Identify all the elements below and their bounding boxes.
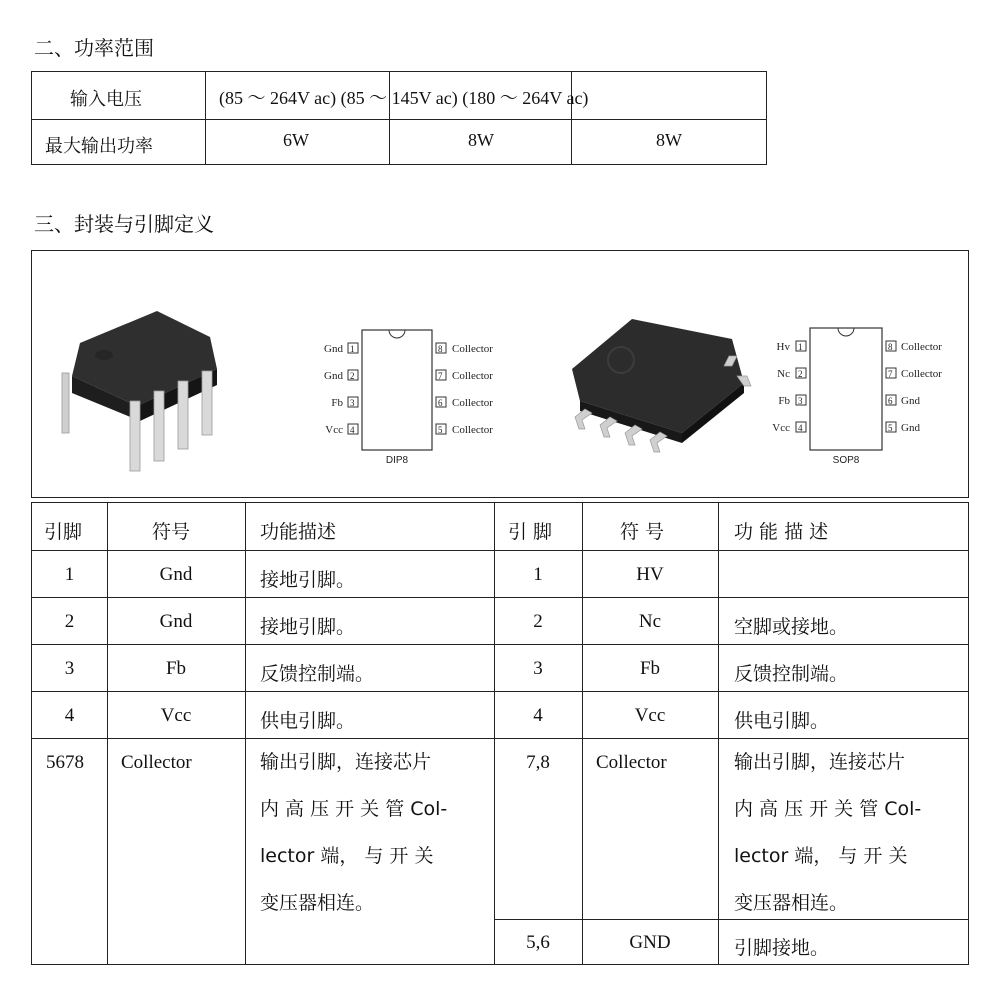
- sop8-pin-1-label: Hv: [776, 341, 790, 353]
- max-output-power-label: 最大输出功率: [45, 136, 153, 157]
- right-collector-pin: 7,8: [526, 752, 550, 773]
- left-row-4-pin: 4: [64, 705, 75, 726]
- sop8-pin-5-label: Gnd: [901, 422, 920, 434]
- dip8-package-name: DIP8: [385, 455, 409, 466]
- left-row-1-symbol: Gnd: [159, 564, 193, 585]
- dip8-pin-7-label: Collector: [452, 370, 493, 382]
- sop8-pinout: [772, 328, 942, 466]
- left-row-1-pin: 1: [64, 564, 75, 585]
- dip8-pin-7-num: 7: [438, 371, 443, 381]
- dip8-pin-4-label: Vcc: [325, 424, 343, 436]
- right-row-4-symbol: Vcc: [634, 705, 666, 726]
- power-range-table: [31, 71, 767, 165]
- sop8-chip-image: [572, 319, 751, 452]
- left-row-1-desc: 接地引脚。: [260, 569, 356, 591]
- sop8-pin-2-label: Nc: [777, 368, 790, 380]
- right-row-4-pin: 4: [533, 705, 543, 726]
- right-row-4-desc: 供电引脚。: [734, 710, 830, 732]
- dip8-pin-8-num: 8: [438, 344, 443, 354]
- right-row-2-desc: 空脚或接地。: [734, 616, 849, 638]
- right-collector-desc-line-2: 内 高 压 开 关 管 Col-: [734, 798, 922, 820]
- header-pin-right: 引 脚: [508, 521, 553, 543]
- dip8-pin-2-num: 2: [350, 371, 355, 381]
- power-value-85-264: 6W: [283, 130, 309, 150]
- sop8-pin-2-num: 2: [798, 369, 803, 379]
- header-function-right: 功 能 描 述: [734, 521, 829, 543]
- pin-definition-table: [31, 502, 969, 965]
- right-row-3-pin: 3: [533, 658, 543, 679]
- dip8-pin-4-num: 4: [350, 425, 355, 435]
- left-row-2-symbol: Gnd: [159, 611, 193, 632]
- header-symbol-right: 符 号: [620, 521, 665, 543]
- header-function-left: 功能描述: [260, 521, 337, 543]
- left-collector-pin: 5678: [46, 752, 84, 773]
- left-row-3-desc: 反馈控制端。: [260, 663, 375, 685]
- right-gnd-symbol: GND: [629, 932, 671, 953]
- dip8-pin-8-label: Collector: [452, 343, 493, 355]
- power-value-85-145: 8W: [468, 130, 494, 150]
- left-row-4-desc: 供电引脚。: [260, 710, 356, 732]
- sop8-pin-6-label: Gnd: [901, 395, 920, 407]
- input-voltage-label: 输入电压: [70, 89, 142, 110]
- sop8-pin-5-num: 5: [888, 423, 893, 433]
- package-pin-heading: 三、封装与引脚定义: [34, 212, 214, 236]
- right-collector-desc-line-3: lector 端， 与 开 关: [734, 845, 908, 867]
- dip8-chip-image: [62, 311, 217, 471]
- sop8-pin-8-label: Collector: [901, 341, 942, 353]
- header-symbol-left: 符号: [152, 521, 191, 543]
- sop8-pin-3-label: Fb: [778, 395, 790, 407]
- right-row-3-symbol: Fb: [639, 658, 661, 679]
- right-collector-desc-line-1: 输出引脚，连接芯片: [734, 751, 906, 773]
- left-collector-symbol: Collector: [121, 752, 192, 773]
- sop8-pin-1-num: 1: [798, 342, 803, 352]
- left-collector-desc-line-2: 内 高 压 开 关 管 Col-: [260, 798, 448, 820]
- dip8-pin-1-num: 1: [350, 344, 355, 354]
- left-row-3-pin: 3: [64, 658, 75, 679]
- right-row-1-pin: 1: [533, 564, 543, 585]
- left-collector-desc-line-3: lector 端， 与 开 关: [260, 845, 434, 867]
- package-diagram-box: [31, 250, 969, 498]
- left-row-2-desc: 接地引脚。: [260, 616, 356, 638]
- dip8-pin-6-num: 6: [438, 398, 443, 408]
- power-range-heading: 二、功率范围: [34, 36, 154, 60]
- left-row-2-pin: 2: [64, 611, 75, 632]
- dip8-pin-1-label: Gnd: [324, 343, 343, 355]
- right-row-3-desc: 反馈控制端。: [734, 663, 849, 685]
- sop8-pin-6-num: 6: [888, 396, 893, 406]
- dip8-pin-2-label: Gnd: [324, 370, 343, 382]
- dip8-pin-3-label: Fb: [331, 397, 343, 409]
- sop8-pin-4-num: 4: [798, 423, 803, 433]
- left-row-4-symbol: Vcc: [160, 705, 192, 726]
- power-value-180-264: 8W: [656, 130, 682, 150]
- dip8-pin-5-num: 5: [438, 425, 443, 435]
- dip8-pinout: [324, 330, 493, 466]
- right-row-2-pin: 2: [533, 611, 543, 632]
- sop8-pin-7-label: Collector: [901, 368, 942, 380]
- right-collector-desc-line-4: 变压器相连。: [734, 892, 849, 914]
- header-pin-left: 引脚: [44, 521, 83, 543]
- left-collector-desc-line-1: 输出引脚，连接芯片: [260, 751, 432, 773]
- left-row-3-symbol: Fb: [165, 658, 187, 679]
- right-row-2-symbol: Nc: [638, 611, 662, 632]
- sop8-pin-8-num: 8: [888, 342, 893, 352]
- left-collector-desc-line-4: 变压器相连。: [260, 892, 375, 914]
- right-gnd-desc: 引脚接地。: [734, 937, 830, 959]
- right-gnd-pin: 5,6: [526, 932, 550, 953]
- dip8-pin-5-label: Collector: [452, 424, 493, 436]
- sop8-pin-3-num: 3: [798, 396, 803, 406]
- dip8-pin-6-label: Collector: [452, 397, 493, 409]
- dip8-pin-3-num: 3: [350, 398, 355, 408]
- sop8-pin-7-num: 7: [888, 369, 893, 379]
- sop8-pin-4-label: Vcc: [772, 422, 790, 434]
- right-row-1-symbol: HV: [636, 564, 664, 585]
- sop8-package-name: SOP8: [832, 455, 860, 466]
- voltage-ranges: (85 ～ 264V ac) (85 ～ 145V ac) (180 ～ 264V ac): [219, 88, 589, 108]
- right-collector-symbol: Collector: [596, 752, 667, 773]
